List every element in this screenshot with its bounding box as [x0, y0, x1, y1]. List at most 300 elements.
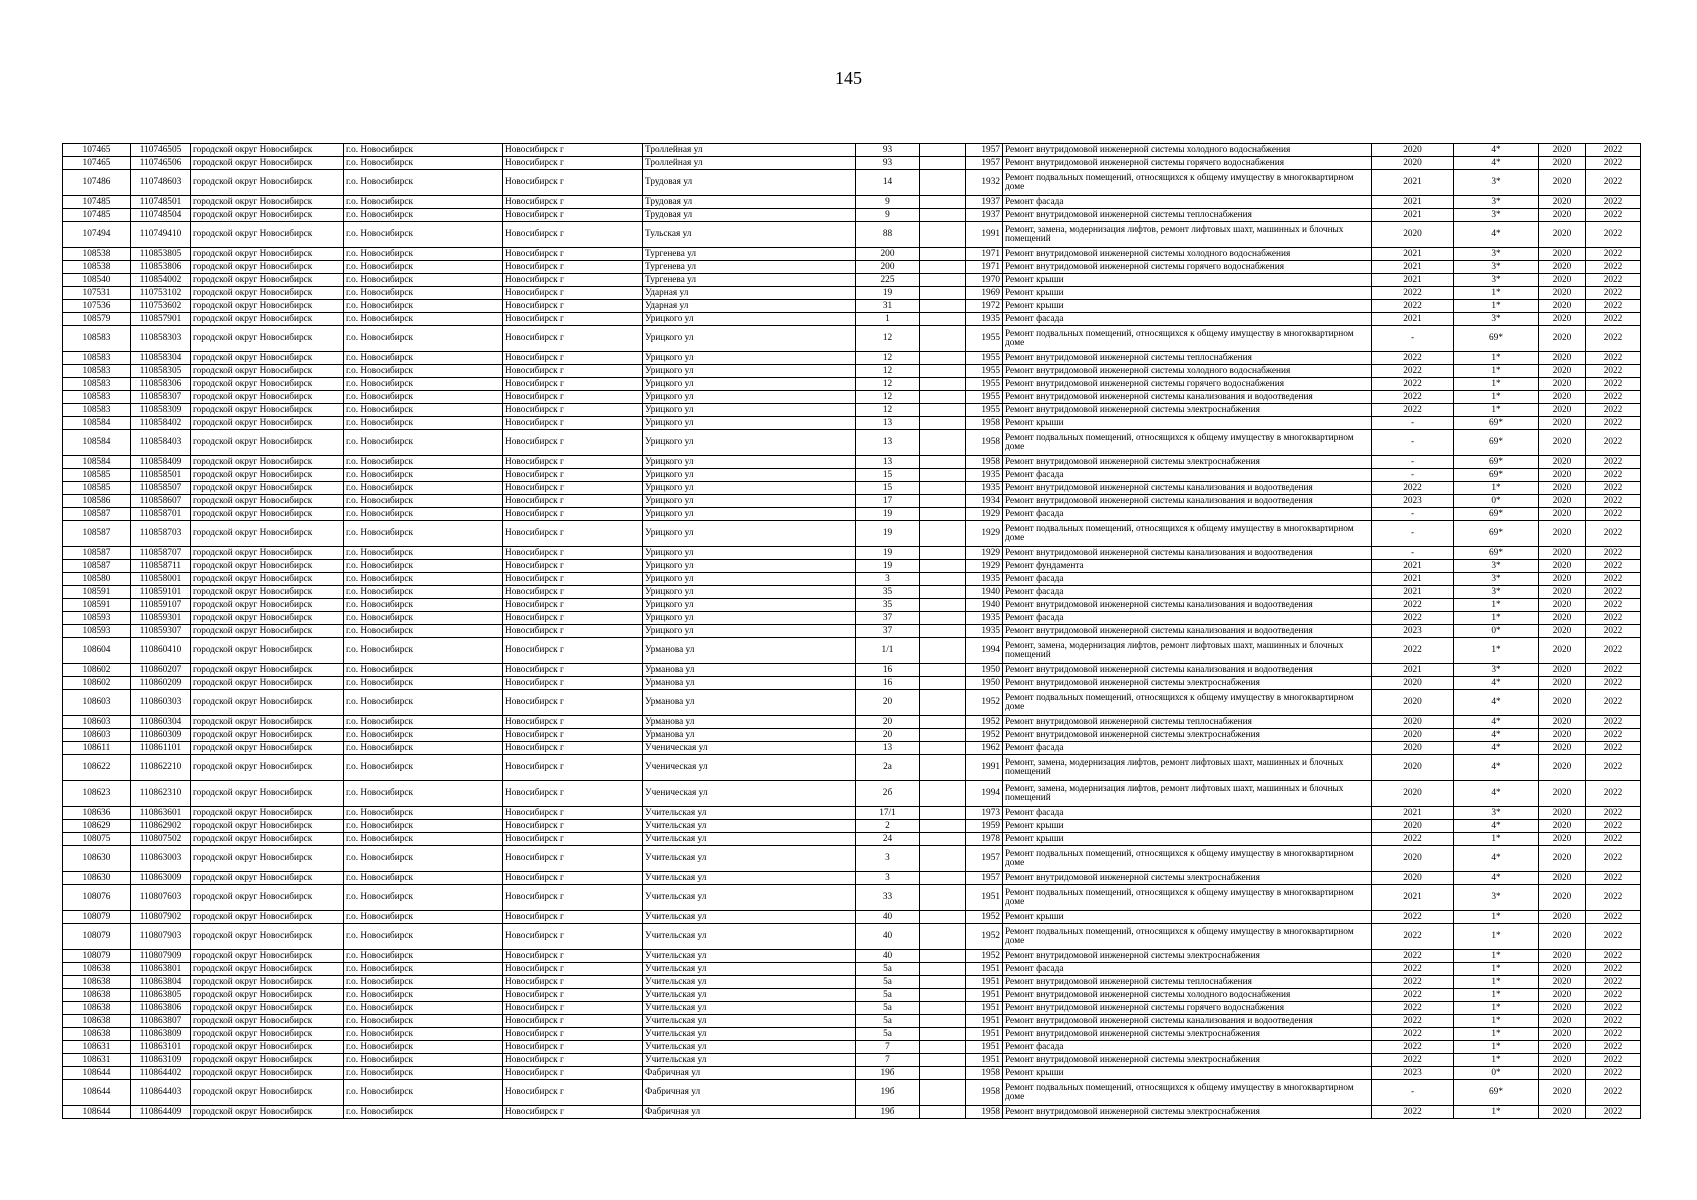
city-cell: Новосибирск г: [503, 755, 643, 781]
work-type-cell: Ремонт внутридомовой инженерной системы теплоснабжения: [1003, 352, 1372, 365]
building-cell: [920, 521, 966, 547]
period-end-cell: 2022: [1586, 287, 1641, 300]
municipality-cell: городской округ Новосибирск: [191, 911, 344, 924]
year-built-cell: 1951: [966, 976, 1003, 989]
work-id-cell: 110858409: [131, 456, 191, 469]
city-cell: Новосибирск г: [503, 976, 643, 989]
settlement-cell: г.о. Новосибирск: [344, 365, 503, 378]
table-row: [63, 742, 1641, 755]
rank-cell: 1*: [1454, 989, 1539, 1002]
work-id-cell: 110807909: [131, 950, 191, 963]
period-start-cell: 2020: [1539, 963, 1586, 976]
house-id-cell: 108638: [63, 1002, 131, 1015]
rank-cell: 3*: [1454, 573, 1539, 586]
house-id-cell: 108630: [63, 846, 131, 872]
house-number-cell: 19: [856, 508, 920, 521]
settlement-cell: г.о. Новосибирск: [344, 976, 503, 989]
table-row: [63, 560, 1641, 573]
house-number-cell: 1/1: [856, 638, 920, 664]
building-cell: [920, 508, 966, 521]
house-number-cell: 16: [856, 677, 920, 690]
street-cell: Фабричная ул: [643, 1106, 856, 1119]
table-row: [63, 716, 1641, 729]
street-cell: Учительская ул: [643, 833, 856, 846]
work-id-cell: 110864402: [131, 1067, 191, 1080]
house-number-cell: 93: [856, 157, 920, 170]
city-cell: Новосибирск г: [503, 677, 643, 690]
planned-year-cell: -: [1372, 508, 1454, 521]
municipality-cell: городской округ Новосибирск: [191, 209, 344, 222]
street-cell: Урицкого ул: [643, 391, 856, 404]
building-cell: [920, 495, 966, 508]
settlement-cell: г.о. Новосибирск: [344, 1054, 503, 1067]
settlement-cell: г.о. Новосибирск: [344, 300, 503, 313]
rank-cell: 69*: [1454, 456, 1539, 469]
house-id-cell: 107465: [63, 157, 131, 170]
city-cell: Новосибирск г: [503, 742, 643, 755]
building-cell: [920, 950, 966, 963]
period-end-cell: 2022: [1586, 989, 1641, 1002]
year-built-cell: 1973: [966, 807, 1003, 820]
year-built-cell: 1958: [966, 1106, 1003, 1119]
street-cell: Урицкого ул: [643, 469, 856, 482]
street-cell: Урицкого ул: [643, 599, 856, 612]
planned-year-cell: 2021: [1372, 664, 1454, 677]
table-row: [63, 417, 1641, 430]
rank-cell: 4*: [1454, 690, 1539, 716]
house-number-cell: 2б: [856, 781, 920, 807]
year-built-cell: 1971: [966, 248, 1003, 261]
building-cell: [920, 573, 966, 586]
work-type-cell: Ремонт внутридомовой инженерной системы теплоснабжения: [1003, 209, 1372, 222]
work-type-cell: Ремонт внутридомовой инженерной системы электроснабжения: [1003, 404, 1372, 417]
settlement-cell: г.о. Новосибирск: [344, 495, 503, 508]
municipality-cell: городской округ Новосибирск: [191, 482, 344, 495]
year-built-cell: 1932: [966, 170, 1003, 196]
municipality-cell: городской округ Новосибирск: [191, 885, 344, 911]
house-id-cell: 108579: [63, 313, 131, 326]
period-end-cell: 2022: [1586, 755, 1641, 781]
municipality-cell: городской округ Новосибирск: [191, 404, 344, 417]
house-number-cell: 5а: [856, 1002, 920, 1015]
rank-cell: 3*: [1454, 274, 1539, 287]
period-end-cell: 2022: [1586, 729, 1641, 742]
planned-year-cell: 2021: [1372, 196, 1454, 209]
work-id-cell: 110853806: [131, 261, 191, 274]
settlement-cell: г.о. Новосибирск: [344, 547, 503, 560]
period-start-cell: 2020: [1539, 755, 1586, 781]
work-type-cell: Ремонт крыши: [1003, 1067, 1372, 1080]
house-id-cell: 108584: [63, 417, 131, 430]
work-id-cell: 110858403: [131, 430, 191, 456]
city-cell: Новосибирск г: [503, 170, 643, 196]
street-cell: Урицкого ул: [643, 482, 856, 495]
work-type-cell: Ремонт внутридомовой инженерной системы электроснабжения: [1003, 729, 1372, 742]
municipality-cell: городской округ Новосибирск: [191, 261, 344, 274]
rank-cell: 69*: [1454, 430, 1539, 456]
building-cell: [920, 170, 966, 196]
building-cell: [920, 300, 966, 313]
street-cell: Фабричная ул: [643, 1080, 856, 1106]
year-built-cell: 1952: [966, 924, 1003, 950]
period-start-cell: 2020: [1539, 1028, 1586, 1041]
street-cell: Урицкого ул: [643, 378, 856, 391]
street-cell: Урманова ул: [643, 638, 856, 664]
table-row: [63, 521, 1641, 547]
street-cell: Ученическая ул: [643, 755, 856, 781]
street-cell: Урманова ул: [643, 690, 856, 716]
house-number-cell: 2а: [856, 755, 920, 781]
city-cell: Новосибирск г: [503, 482, 643, 495]
rank-cell: 3*: [1454, 170, 1539, 196]
planned-year-cell: -: [1372, 547, 1454, 560]
street-cell: Урманова ул: [643, 716, 856, 729]
work-id-cell: 110863807: [131, 1015, 191, 1028]
municipality-cell: городской округ Новосибирск: [191, 456, 344, 469]
house-id-cell: 108587: [63, 508, 131, 521]
house-id-cell: 108586: [63, 495, 131, 508]
house-id-cell: 108611: [63, 742, 131, 755]
rank-cell: 4*: [1454, 781, 1539, 807]
house-number-cell: 13: [856, 456, 920, 469]
work-type-cell: Ремонт внутридомовой инженерной системы холодного водоснабжения: [1003, 144, 1372, 157]
rank-cell: 4*: [1454, 742, 1539, 755]
work-type-cell: Ремонт фасада: [1003, 196, 1372, 209]
period-end-cell: 2022: [1586, 391, 1641, 404]
city-cell: Новосибирск г: [503, 833, 643, 846]
rank-cell: 1*: [1454, 950, 1539, 963]
settlement-cell: г.о. Новосибирск: [344, 586, 503, 599]
building-cell: [920, 430, 966, 456]
street-cell: Урицкого ул: [643, 547, 856, 560]
period-start-cell: 2020: [1539, 885, 1586, 911]
planned-year-cell: 2021: [1372, 170, 1454, 196]
rank-cell: 69*: [1454, 417, 1539, 430]
building-cell: [920, 547, 966, 560]
city-cell: Новосибирск г: [503, 144, 643, 157]
period-end-cell: 2022: [1586, 846, 1641, 872]
period-end-cell: 2022: [1586, 1015, 1641, 1028]
rank-cell: 69*: [1454, 547, 1539, 560]
settlement-cell: г.о. Новосибирск: [344, 352, 503, 365]
table-row: [63, 170, 1641, 196]
house-id-cell: 108602: [63, 664, 131, 677]
settlement-cell: г.о. Новосибирск: [344, 690, 503, 716]
period-start-cell: 2020: [1539, 456, 1586, 469]
house-number-cell: 40: [856, 911, 920, 924]
street-cell: Ударная ул: [643, 287, 856, 300]
planned-year-cell: 2022: [1372, 833, 1454, 846]
house-id-cell: 108631: [63, 1054, 131, 1067]
city-cell: Новосибирск г: [503, 612, 643, 625]
period-end-cell: 2022: [1586, 300, 1641, 313]
year-built-cell: 1957: [966, 872, 1003, 885]
year-built-cell: 1955: [966, 365, 1003, 378]
city-cell: Новосибирск г: [503, 1015, 643, 1028]
house-number-cell: 19: [856, 521, 920, 547]
year-built-cell: 1951: [966, 885, 1003, 911]
work-type-cell: Ремонт внутридомовой инженерной системы электроснабжения: [1003, 1106, 1372, 1119]
street-cell: Учительская ул: [643, 989, 856, 1002]
period-end-cell: 2022: [1586, 430, 1641, 456]
period-start-cell: 2020: [1539, 976, 1586, 989]
house-number-cell: 35: [856, 586, 920, 599]
building-cell: [920, 976, 966, 989]
rank-cell: 3*: [1454, 209, 1539, 222]
period-start-cell: 2020: [1539, 144, 1586, 157]
table-row: [63, 950, 1641, 963]
period-start-cell: 2020: [1539, 196, 1586, 209]
building-cell: [920, 807, 966, 820]
work-id-cell: 110857901: [131, 313, 191, 326]
city-cell: Новосибирск г: [503, 508, 643, 521]
period-end-cell: 2022: [1586, 404, 1641, 417]
building-cell: [920, 1028, 966, 1041]
table-row: [63, 469, 1641, 482]
table-row: [63, 677, 1641, 690]
house-number-cell: 17: [856, 495, 920, 508]
period-end-cell: 2022: [1586, 781, 1641, 807]
year-built-cell: 1951: [966, 1015, 1003, 1028]
period-end-cell: 2022: [1586, 1041, 1641, 1054]
settlement-cell: г.о. Новосибирск: [344, 911, 503, 924]
municipality-cell: городской округ Новосибирск: [191, 469, 344, 482]
building-cell: [920, 1080, 966, 1106]
table-row: [63, 287, 1641, 300]
period-end-cell: 2022: [1586, 274, 1641, 287]
rank-cell: 1*: [1454, 1002, 1539, 1015]
work-id-cell: 110863009: [131, 872, 191, 885]
city-cell: Новосибирск г: [503, 209, 643, 222]
rank-cell: 1*: [1454, 352, 1539, 365]
work-type-cell: Ремонт фасада: [1003, 742, 1372, 755]
house-id-cell: 108631: [63, 1041, 131, 1054]
rank-cell: 3*: [1454, 664, 1539, 677]
house-id-cell: 108603: [63, 729, 131, 742]
period-start-cell: 2020: [1539, 781, 1586, 807]
street-cell: Урицкого ул: [643, 417, 856, 430]
rank-cell: 3*: [1454, 586, 1539, 599]
house-id-cell: 108079: [63, 950, 131, 963]
house-id-cell: 108584: [63, 430, 131, 456]
work-id-cell: 110864403: [131, 1080, 191, 1106]
municipality-cell: городской округ Новосибирск: [191, 365, 344, 378]
period-start-cell: 2020: [1539, 326, 1586, 352]
year-built-cell: 1929: [966, 547, 1003, 560]
house-number-cell: 1: [856, 313, 920, 326]
municipality-cell: городской округ Новосибирск: [191, 872, 344, 885]
table-row: [63, 1054, 1641, 1067]
city-cell: Новосибирск г: [503, 261, 643, 274]
planned-year-cell: 2022: [1372, 638, 1454, 664]
house-id-cell: 108629: [63, 820, 131, 833]
street-cell: Учительская ул: [643, 924, 856, 950]
rank-cell: 1*: [1454, 833, 1539, 846]
rank-cell: 1*: [1454, 404, 1539, 417]
planned-year-cell: 2020: [1372, 677, 1454, 690]
table-row: [63, 222, 1641, 248]
year-built-cell: 1951: [966, 963, 1003, 976]
work-type-cell: Ремонт подвальных помещений, относящихся к общему имуществу в многоквартирном доме: [1003, 885, 1372, 911]
period-start-cell: 2020: [1539, 391, 1586, 404]
house-id-cell: 107485: [63, 196, 131, 209]
planned-year-cell: 2022: [1372, 404, 1454, 417]
house-number-cell: 40: [856, 950, 920, 963]
city-cell: Новосибирск г: [503, 417, 643, 430]
house-number-cell: 9: [856, 209, 920, 222]
house-id-cell: 108636: [63, 807, 131, 820]
period-start-cell: 2020: [1539, 690, 1586, 716]
settlement-cell: г.о. Новосибирск: [344, 716, 503, 729]
work-id-cell: 110863601: [131, 807, 191, 820]
year-built-cell: 1929: [966, 508, 1003, 521]
house-number-cell: 24: [856, 833, 920, 846]
work-id-cell: 110748504: [131, 209, 191, 222]
year-built-cell: 1940: [966, 586, 1003, 599]
building-cell: [920, 664, 966, 677]
planned-year-cell: 2021: [1372, 209, 1454, 222]
house-number-cell: 37: [856, 612, 920, 625]
period-end-cell: 2022: [1586, 820, 1641, 833]
planned-year-cell: 2022: [1372, 378, 1454, 391]
house-id-cell: 108603: [63, 690, 131, 716]
planned-year-cell: -: [1372, 1080, 1454, 1106]
table-row: [63, 911, 1641, 924]
city-cell: Новосибирск г: [503, 807, 643, 820]
year-built-cell: 1935: [966, 573, 1003, 586]
house-number-cell: 33: [856, 885, 920, 911]
house-id-cell: 108644: [63, 1106, 131, 1119]
street-cell: Учительская ул: [643, 807, 856, 820]
street-cell: Урицкого ул: [643, 365, 856, 378]
municipality-cell: городской округ Новосибирск: [191, 352, 344, 365]
work-id-cell: 110863109: [131, 1054, 191, 1067]
building-cell: [920, 612, 966, 625]
planned-year-cell: 2021: [1372, 248, 1454, 261]
planned-year-cell: 2020: [1372, 846, 1454, 872]
house-id-cell: 108585: [63, 469, 131, 482]
year-built-cell: 1969: [966, 287, 1003, 300]
planned-year-cell: 2023: [1372, 495, 1454, 508]
house-number-cell: 9: [856, 196, 920, 209]
house-id-cell: 108593: [63, 612, 131, 625]
rank-cell: 1*: [1454, 482, 1539, 495]
city-cell: Новосибирск г: [503, 1041, 643, 1054]
rank-cell: 4*: [1454, 677, 1539, 690]
period-start-cell: 2020: [1539, 313, 1586, 326]
year-built-cell: 1951: [966, 1028, 1003, 1041]
rank-cell: 4*: [1454, 729, 1539, 742]
street-cell: Трудовая ул: [643, 209, 856, 222]
street-cell: Учительская ул: [643, 872, 856, 885]
year-built-cell: 1991: [966, 222, 1003, 248]
house-number-cell: 19б: [856, 1080, 920, 1106]
table-row: [63, 274, 1641, 287]
city-cell: Новосибирск г: [503, 1028, 643, 1041]
house-id-cell: 107486: [63, 170, 131, 196]
street-cell: Учительская ул: [643, 976, 856, 989]
year-built-cell: 1950: [966, 677, 1003, 690]
year-built-cell: 1929: [966, 521, 1003, 547]
house-number-cell: 37: [856, 625, 920, 638]
municipality-cell: городской округ Новосибирск: [191, 1106, 344, 1119]
municipality-cell: городской округ Новосибирск: [191, 391, 344, 404]
period-start-cell: 2020: [1539, 1080, 1586, 1106]
street-cell: Урицкого ул: [643, 352, 856, 365]
house-number-cell: 20: [856, 729, 920, 742]
building-cell: [920, 417, 966, 430]
house-number-cell: 200: [856, 261, 920, 274]
building-cell: [920, 872, 966, 885]
settlement-cell: г.о. Новосибирск: [344, 950, 503, 963]
city-cell: Новосибирск г: [503, 638, 643, 664]
year-built-cell: 1955: [966, 391, 1003, 404]
year-built-cell: 1958: [966, 1067, 1003, 1080]
work-type-cell: Ремонт внутридомовой инженерной системы горячего водоснабжения: [1003, 157, 1372, 170]
rank-cell: 4*: [1454, 157, 1539, 170]
year-built-cell: 1970: [966, 274, 1003, 287]
house-number-cell: 7: [856, 1041, 920, 1054]
municipality-cell: городской округ Новосибирск: [191, 417, 344, 430]
city-cell: Новосибирск г: [503, 274, 643, 287]
city-cell: Новосибирск г: [503, 248, 643, 261]
street-cell: Урманова ул: [643, 677, 856, 690]
period-end-cell: 2022: [1586, 1028, 1641, 1041]
building-cell: [920, 885, 966, 911]
year-built-cell: 1955: [966, 326, 1003, 352]
municipality-cell: городской округ Новосибирск: [191, 950, 344, 963]
rank-cell: 1*: [1454, 1054, 1539, 1067]
table-row: [63, 846, 1641, 872]
city-cell: Новосибирск г: [503, 820, 643, 833]
table-row: [63, 144, 1641, 157]
work-type-cell: Ремонт внутридомовой инженерной системы горячего водоснабжения: [1003, 261, 1372, 274]
house-id-cell: 108583: [63, 352, 131, 365]
rank-cell: 1*: [1454, 391, 1539, 404]
building-cell: [920, 963, 966, 976]
work-type-cell: Ремонт подвальных помещений, относящихся к общему имуществу в многоквартирном доме: [1003, 170, 1372, 196]
house-number-cell: 5а: [856, 976, 920, 989]
rank-cell: 69*: [1454, 508, 1539, 521]
planned-year-cell: 2022: [1372, 1106, 1454, 1119]
street-cell: Учительская ул: [643, 820, 856, 833]
work-type-cell: Ремонт внутридомовой инженерной системы горячего водоснабжения: [1003, 1002, 1372, 1015]
rank-cell: 1*: [1454, 287, 1539, 300]
house-id-cell: 107536: [63, 300, 131, 313]
city-cell: Новосибирск г: [503, 287, 643, 300]
house-number-cell: 40: [856, 924, 920, 950]
street-cell: Ученическая ул: [643, 742, 856, 755]
rank-cell: 1*: [1454, 1015, 1539, 1028]
year-built-cell: 1935: [966, 313, 1003, 326]
street-cell: Трудовая ул: [643, 170, 856, 196]
period-start-cell: 2020: [1539, 1041, 1586, 1054]
municipality-cell: городской округ Новосибирск: [191, 625, 344, 638]
municipality-cell: городской округ Новосибирск: [191, 144, 344, 157]
city-cell: Новосибирск г: [503, 469, 643, 482]
period-start-cell: 2020: [1539, 547, 1586, 560]
period-end-cell: 2022: [1586, 313, 1641, 326]
planned-year-cell: 2023: [1372, 1067, 1454, 1080]
period-end-cell: 2022: [1586, 1067, 1641, 1080]
municipality-cell: городской округ Новосибирск: [191, 1002, 344, 1015]
period-start-cell: 2020: [1539, 274, 1586, 287]
planned-year-cell: 2021: [1372, 807, 1454, 820]
building-cell: [920, 1067, 966, 1080]
work-id-cell: 110858701: [131, 508, 191, 521]
building-cell: [920, 560, 966, 573]
street-cell: Учительская ул: [643, 911, 856, 924]
